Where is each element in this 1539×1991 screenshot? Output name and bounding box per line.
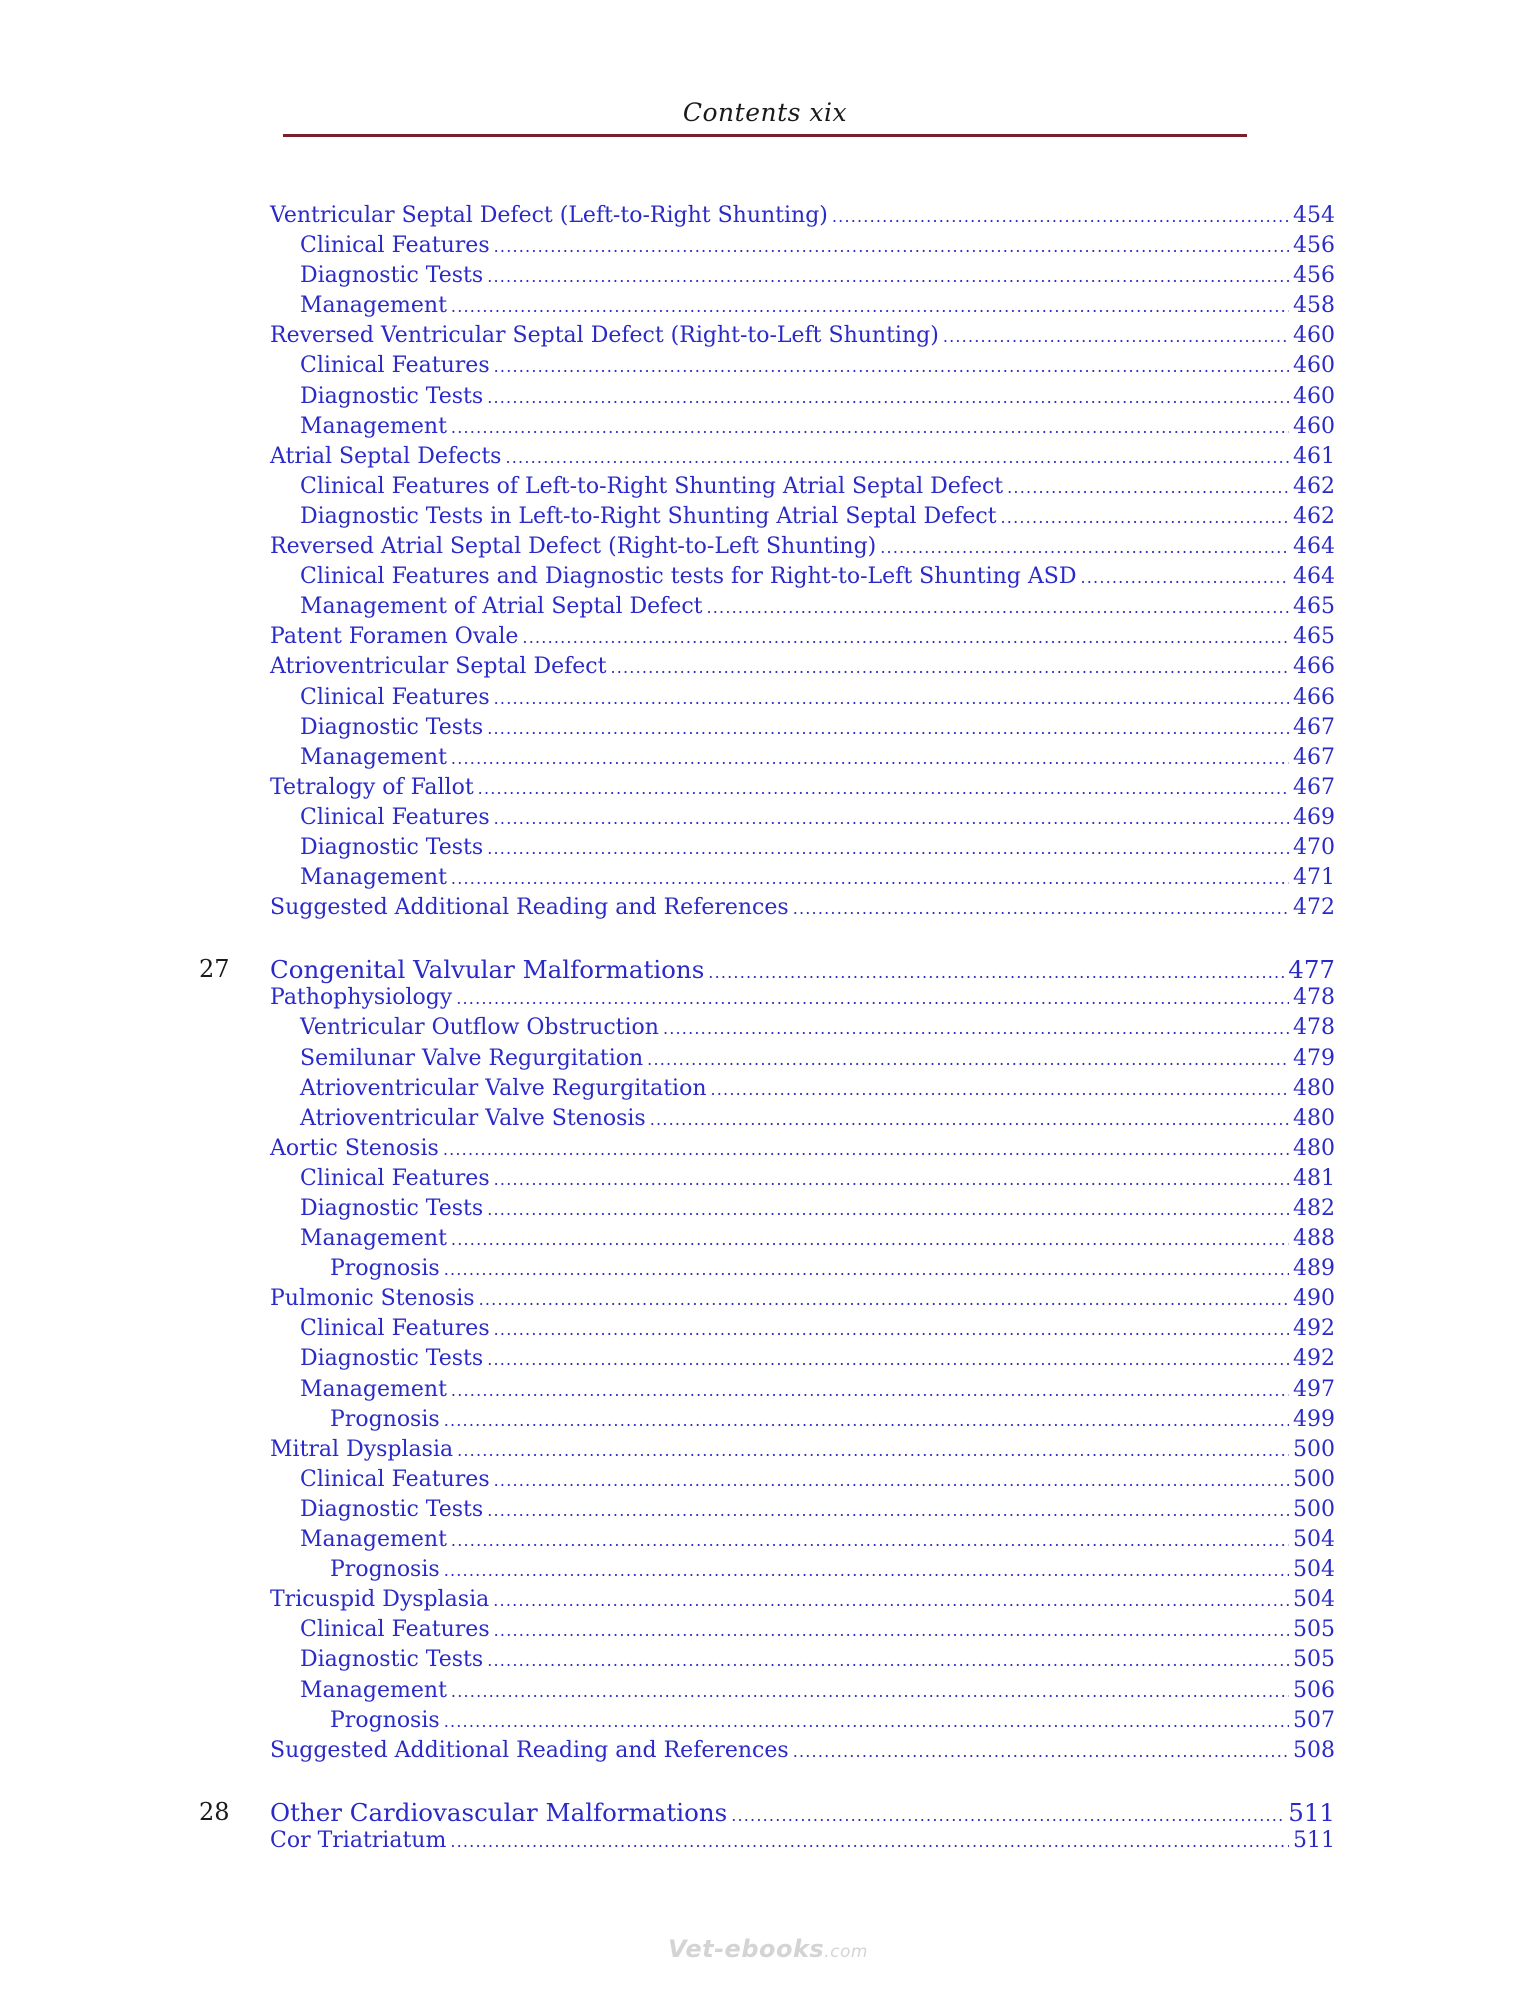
page-number[interactable]: 481	[1293, 1165, 1335, 1191]
toc-entry[interactable]	[197, 865, 1335, 895]
toc-entry-title[interactable]: Diagnostic Tests	[300, 834, 484, 860]
toc-entry[interactable]	[197, 1647, 1335, 1677]
toc-entry[interactable]	[197, 1828, 1335, 1858]
toc-entry-title[interactable]: Diagnostic Tests	[300, 383, 484, 409]
toc-entry[interactable]	[197, 323, 1335, 353]
header-rule	[283, 134, 1247, 137]
page-number[interactable]: 465	[1293, 594, 1335, 620]
dot-leader	[443, 1140, 1289, 1159]
toc-entry[interactable]	[197, 1738, 1335, 1768]
page-number[interactable]: 505	[1293, 1647, 1335, 1673]
toc-entry-title[interactable]: Prognosis	[330, 1406, 440, 1432]
chapter-number: 27	[199, 955, 230, 984]
toc-entry-title[interactable]: Clinical Features of Left-to-Right Shunting Atrial Septal Defect	[300, 473, 1004, 499]
toc-entry[interactable]	[197, 444, 1335, 474]
dot-leader	[450, 1832, 1289, 1851]
toc-entry[interactable]	[197, 805, 1335, 835]
toc-entry-title[interactable]: Clinical Features	[300, 1466, 490, 1492]
toc-entry-title[interactable]: Clinical Features	[300, 353, 490, 379]
dot-leader	[451, 297, 1289, 316]
page-number[interactable]: 456	[1293, 233, 1335, 259]
toc-entry-title[interactable]: Clinical Features	[300, 1165, 490, 1191]
page-number[interactable]: 488	[1293, 1226, 1335, 1252]
page-number[interactable]: 490	[1293, 1286, 1335, 1312]
dot-leader	[494, 809, 1289, 828]
dot-leader	[479, 1290, 1289, 1309]
toc-entry-title[interactable]: Clinical Features	[300, 684, 490, 710]
dot-leader	[647, 1050, 1289, 1069]
page-number[interactable]: 461	[1293, 443, 1335, 469]
page-number[interactable]: 469	[1293, 804, 1335, 830]
dot-leader	[444, 1411, 1289, 1430]
toc-entry-title[interactable]: Suggested Additional Reading and References	[270, 1737, 789, 1763]
toc-chapter-entry[interactable]	[197, 1798, 1335, 1828]
watermark-suffix: .com	[824, 1942, 868, 1962]
dot-leader	[708, 963, 1284, 982]
page-number[interactable]: 454	[1293, 203, 1335, 228]
page-number[interactable]: 500	[1293, 1436, 1335, 1462]
toc-entry-title[interactable]: Diagnostic Tests	[300, 714, 484, 740]
toc-entry[interactable]	[197, 353, 1335, 383]
page-number[interactable]: 480	[1293, 1075, 1335, 1101]
dot-leader	[650, 1110, 1289, 1129]
toc-entry[interactable]	[197, 293, 1335, 323]
dot-leader	[487, 1350, 1289, 1369]
dot-leader	[494, 1170, 1289, 1189]
dot-leader	[494, 689, 1289, 708]
dot-leader	[487, 719, 1289, 738]
page-number[interactable]: 460	[1293, 413, 1335, 439]
toc-entry[interactable]	[197, 715, 1335, 745]
dot-leader	[522, 628, 1289, 647]
dot-leader	[451, 869, 1289, 888]
page-number[interactable]: 477	[1288, 955, 1335, 985]
dot-leader	[1080, 568, 1289, 587]
toc-entry-title[interactable]: Patent Foramen Ovale	[270, 624, 519, 650]
page-number[interactable]: 508	[1293, 1737, 1335, 1763]
dot-leader	[478, 779, 1289, 798]
page-number[interactable]: 504	[1293, 1557, 1335, 1583]
dot-leader	[793, 899, 1289, 918]
page-number[interactable]: 456	[1293, 263, 1335, 289]
dot-leader	[444, 1712, 1289, 1731]
toc-entry[interactable]	[197, 1497, 1335, 1527]
toc-entry-title[interactable]: Diagnostic Tests	[300, 1647, 484, 1673]
toc-entry-title[interactable]: Pulmonic Stenosis	[270, 1286, 475, 1312]
toc-entry-title[interactable]: Clinical Features	[300, 804, 490, 830]
dot-leader	[494, 1621, 1289, 1640]
toc-entry-title[interactable]: Prognosis	[330, 1557, 440, 1583]
page-number[interactable]: 462	[1293, 503, 1335, 529]
dot-leader	[710, 1080, 1289, 1099]
toc-entry[interactable]	[197, 1316, 1335, 1346]
dot-leader	[1001, 508, 1289, 527]
toc-entry-title[interactable]: Management	[300, 1527, 447, 1553]
toc-entry[interactable]	[197, 1166, 1335, 1196]
toc-entry[interactable]	[197, 1076, 1335, 1106]
toc-entry-title[interactable]: Atrial Septal Defects	[270, 443, 502, 469]
toc-entry[interactable]	[197, 895, 1335, 925]
page-number[interactable]: 504	[1293, 1527, 1335, 1553]
toc-entry[interactable]	[197, 1617, 1335, 1647]
dot-leader	[457, 1441, 1289, 1460]
dot-leader	[487, 1200, 1289, 1219]
dot-leader	[456, 989, 1289, 1008]
toc-entry-title[interactable]: Management	[300, 293, 447, 319]
page-number[interactable]: 467	[1293, 774, 1335, 800]
toc-entry-title[interactable]: Cor Triatriatum	[270, 1827, 447, 1853]
toc-entry[interactable]	[197, 1587, 1335, 1617]
page-number[interactable]: 480	[1293, 1105, 1335, 1131]
page-number[interactable]: 460	[1293, 323, 1335, 349]
toc-entry[interactable]	[197, 1136, 1335, 1166]
toc-entry[interactable]	[197, 1226, 1335, 1256]
toc-entry[interactable]	[197, 1407, 1335, 1437]
dot-leader	[610, 658, 1289, 677]
page-number[interactable]: 492	[1293, 1346, 1335, 1372]
page-number[interactable]: 499	[1293, 1406, 1335, 1432]
toc-entry-title[interactable]: Management	[300, 413, 447, 439]
toc-entry[interactable]	[197, 1527, 1335, 1557]
toc-entry[interactable]	[197, 835, 1335, 865]
chapter-number: 28	[199, 1797, 230, 1826]
toc-entry-title[interactable]: Atrioventricular Valve Stenosis	[300, 1105, 646, 1131]
dot-leader	[880, 538, 1289, 557]
toc-entry-title[interactable]: Prognosis	[330, 1256, 440, 1282]
dot-leader	[444, 1260, 1289, 1279]
dot-leader	[706, 598, 1289, 617]
page-number[interactable]: 511	[1288, 1797, 1335, 1827]
toc-entry-title[interactable]: Management	[300, 1376, 447, 1402]
toc-entry[interactable]	[197, 1106, 1335, 1136]
dot-leader	[943, 327, 1289, 346]
dot-leader	[451, 1531, 1289, 1550]
toc-entry[interactable]	[197, 1467, 1335, 1497]
page-number[interactable]: 489	[1293, 1256, 1335, 1282]
dot-leader	[451, 418, 1289, 437]
toc-entry[interactable]	[197, 1708, 1335, 1738]
page-number[interactable]: 511	[1293, 1827, 1335, 1853]
watermark-text: Vet-ebooks	[668, 1935, 825, 1963]
toc-entry[interactable]	[197, 1557, 1335, 1587]
toc-entry-title[interactable]: Atrioventricular Valve Regurgitation	[300, 1075, 707, 1101]
page-number[interactable]: 479	[1293, 1045, 1335, 1071]
page-number[interactable]: 460	[1293, 383, 1335, 409]
chapter-title[interactable]: Congenital Valvular Malformations	[270, 955, 705, 985]
dot-leader	[487, 1651, 1289, 1670]
toc-entry[interactable]	[197, 504, 1335, 534]
toc-entry[interactable]	[197, 1286, 1335, 1316]
toc-entry-title[interactable]: Clinical Features	[300, 1316, 490, 1342]
toc-entry[interactable]	[197, 1256, 1335, 1286]
toc-entry[interactable]	[197, 624, 1335, 654]
toc-entry-title[interactable]: Aortic Stenosis	[270, 1135, 439, 1161]
toc-entry[interactable]	[197, 985, 1335, 1015]
toc-entry[interactable]	[197, 384, 1335, 414]
dot-leader	[494, 357, 1289, 376]
watermark-logo	[668, 1935, 868, 1963]
toc-entry[interactable]	[197, 203, 1335, 233]
toc-entry[interactable]	[197, 775, 1335, 805]
dot-leader	[793, 1742, 1289, 1761]
page-number[interactable]: 460	[1293, 353, 1335, 379]
page-number[interactable]: 464	[1293, 534, 1335, 560]
toc-entry-title[interactable]: Management	[300, 1226, 447, 1252]
dot-leader	[487, 267, 1289, 286]
toc-entry[interactable]	[197, 233, 1335, 263]
page-number[interactable]: 462	[1293, 473, 1335, 499]
page-number[interactable]: 497	[1293, 1376, 1335, 1402]
toc-entry[interactable]	[197, 1196, 1335, 1226]
page-number[interactable]: 458	[1293, 293, 1335, 319]
page-number[interactable]: 482	[1293, 1196, 1335, 1221]
toc-entry-title[interactable]: Tricuspid Dysplasia	[270, 1587, 490, 1613]
dot-leader	[451, 1381, 1289, 1400]
toc-entry-title[interactable]: Clinical Features	[300, 1617, 490, 1643]
running-header: Contents xix	[682, 98, 848, 127]
toc-entry[interactable]	[197, 594, 1335, 624]
toc-chapter-entry[interactable]	[197, 955, 1335, 985]
toc-entry[interactable]	[197, 1346, 1335, 1376]
dot-leader	[487, 839, 1289, 858]
toc-entry-title[interactable]: Pathophysiology	[270, 985, 453, 1011]
page-number[interactable]: 504	[1293, 1587, 1335, 1613]
page-number[interactable]: 507	[1293, 1707, 1335, 1733]
toc-entry-title[interactable]: Reversed Atrial Septal Defect (Right-to-Left Shunting)	[270, 534, 877, 560]
dot-leader	[494, 237, 1289, 256]
dot-leader	[487, 388, 1289, 407]
toc-entry-title[interactable]: Ventricular Septal Defect (Left-to-Right Shunting)	[270, 203, 828, 228]
toc-entry[interactable]	[197, 654, 1335, 684]
toc-entry[interactable]	[197, 414, 1335, 444]
page-number[interactable]: 470	[1293, 834, 1335, 860]
page-number[interactable]: 466	[1293, 654, 1335, 680]
toc-entry-title[interactable]: Semilunar Valve Regurgitation	[300, 1045, 644, 1071]
toc-entry-title[interactable]: Diagnostic Tests	[300, 1496, 484, 1522]
toc-entry[interactable]	[197, 745, 1335, 775]
toc-entry-title[interactable]: Prognosis	[330, 1707, 440, 1733]
dot-leader	[505, 448, 1289, 467]
toc-entry[interactable]	[197, 1377, 1335, 1407]
dot-leader	[832, 207, 1289, 226]
page-number[interactable]: 505	[1293, 1617, 1335, 1643]
dot-leader	[493, 1591, 1289, 1610]
toc-entry-title[interactable]: Diagnostic Tests	[300, 1346, 484, 1372]
toc-entry[interactable]	[197, 1437, 1335, 1467]
toc-entry-title[interactable]: Clinical Features and Diagnostic tests for Right-to-Left Shunting ASD	[300, 564, 1077, 590]
toc-entry-title[interactable]: Management	[300, 744, 447, 770]
toc-entry-title[interactable]: Diagnostic Tests in Left-to-Right Shunting Atrial Septal Defect	[300, 503, 997, 529]
page-number[interactable]: 471	[1293, 865, 1335, 891]
toc-entry-title[interactable]: Management of Atrial Septal Defect	[300, 594, 703, 620]
page-number[interactable]: 478	[1293, 985, 1335, 1011]
table-of-contents	[197, 203, 1335, 1858]
dot-leader	[451, 1682, 1289, 1701]
dot-leader	[451, 1230, 1289, 1249]
toc-entry-title[interactable]: Suggested Additional Reading and References	[270, 895, 789, 921]
dot-leader	[494, 1471, 1289, 1490]
chapter-title[interactable]: Other Cardiovascular Malformations	[270, 1797, 728, 1827]
dot-leader	[1007, 478, 1289, 497]
toc-entry[interactable]	[197, 685, 1335, 715]
toc-entry-title[interactable]: Mitral Dysplasia	[270, 1436, 454, 1462]
toc-entry[interactable]	[197, 1046, 1335, 1076]
toc-entry[interactable]	[197, 564, 1335, 594]
dot-leader	[444, 1561, 1289, 1580]
toc-entry-title[interactable]: Atrioventricular Septal Defect	[270, 654, 607, 680]
toc-entry-title[interactable]: Tetralogy of Fallot	[270, 774, 474, 800]
toc-entry[interactable]	[197, 263, 1335, 293]
toc-entry[interactable]	[197, 474, 1335, 504]
page-number[interactable]: 472	[1293, 895, 1335, 921]
toc-entry-title[interactable]: Diagnostic Tests	[300, 263, 484, 289]
page-number[interactable]: 480	[1293, 1135, 1335, 1161]
toc-entry-title[interactable]: Management	[300, 1677, 447, 1703]
page-number[interactable]: 506	[1293, 1677, 1335, 1703]
toc-entry-title[interactable]: Ventricular Outflow Obstruction	[300, 1015, 659, 1041]
page-number[interactable]: 492	[1293, 1316, 1335, 1342]
dot-leader	[663, 1019, 1289, 1038]
page-number[interactable]: 467	[1293, 714, 1335, 740]
toc-entry[interactable]	[197, 1678, 1335, 1708]
toc-entry-title[interactable]: Diagnostic Tests	[300, 1196, 484, 1221]
toc-entry-title[interactable]: Clinical Features	[300, 233, 490, 259]
page-number[interactable]: 464	[1293, 564, 1335, 590]
page-number[interactable]: 500	[1293, 1496, 1335, 1522]
page-number[interactable]: 465	[1293, 624, 1335, 650]
page-number[interactable]: 478	[1293, 1015, 1335, 1041]
dot-leader	[731, 1806, 1284, 1825]
page-number[interactable]: 467	[1293, 744, 1335, 770]
toc-entry[interactable]	[197, 534, 1335, 564]
dot-leader	[494, 1320, 1289, 1339]
page-number[interactable]: 466	[1293, 684, 1335, 710]
toc-entry-title[interactable]: Management	[300, 865, 447, 891]
page-number[interactable]: 500	[1293, 1466, 1335, 1492]
dot-leader	[451, 749, 1289, 768]
toc-entry-title[interactable]: Reversed Ventricular Septal Defect (Right-to-Left Shunting)	[270, 323, 939, 349]
toc-entry[interactable]	[197, 1015, 1335, 1045]
dot-leader	[487, 1501, 1289, 1520]
